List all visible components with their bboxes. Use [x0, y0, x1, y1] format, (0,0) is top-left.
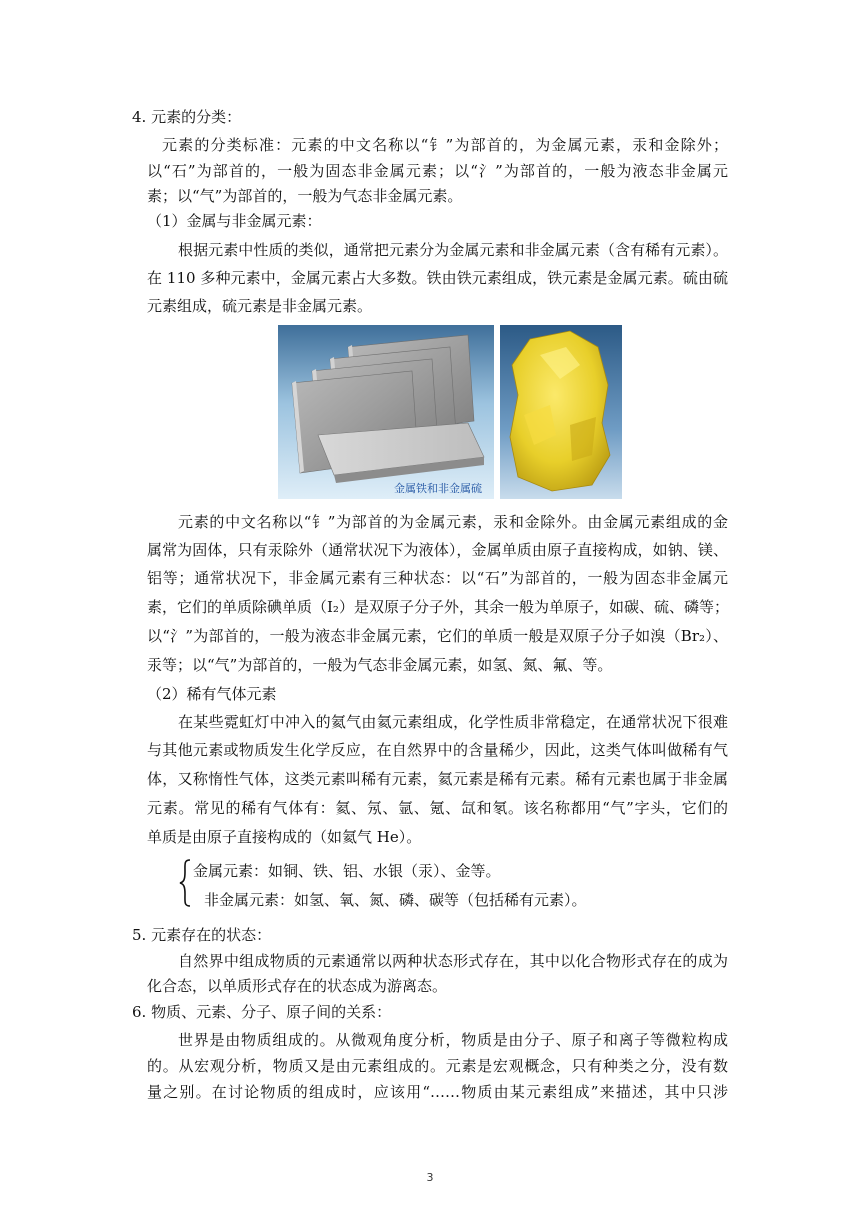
brace-item-metals: 金属元素：如铜、铁、铝、水银（汞）、金等。 — [193, 862, 501, 880]
s4-p4-line-3: 体，又称惰性气体，这类元素叫稀有元素，氦元素是稀有元素。稀有元素也属于非金属 — [147, 770, 728, 788]
s4-p2-line-2: 在 110 多种元素中，金属元素占大多数。铁由铁元素组成，铁元素是金属元素。硫由硫 — [147, 269, 728, 287]
curly-brace-icon — [178, 858, 192, 908]
s5-p1-line-2: 化合态，以单质形式存在的状态成为游离态。 — [147, 977, 448, 995]
brace-item-nonmetals: 非金属元素：如氢、氧、氮、磷、碳等（包括稀有元素）。 — [204, 891, 587, 909]
s4-p3-line-6: 汞等；以“气”为部首的，一般为气态非金属元素，如氢、氮、氟、等。 — [147, 656, 613, 674]
s4-p1-line-2: 以“石”为部首的，一般为固态非金属元素；以“氵”为部首的，一般为液态非金属元 — [147, 162, 728, 180]
section-6-title: 6. 物质、元素、分子、原子间的关系： — [132, 1003, 392, 1021]
s6-p1-line-2: 的。从宏观分析，物质又是由元素组成的。元素是宏观概念，只有种类之分，没有数 — [147, 1057, 728, 1075]
page-number: 3 — [426, 1171, 434, 1184]
s6-p1-line-1: 世界是由物质组成的。从微观角度分析，物质是由分子、原子和离子等微粒构成 — [178, 1031, 728, 1049]
sulfur-lump-image — [500, 325, 622, 499]
s4-p3-line-1: 元素的中文名称以“钅”为部首的为金属元素，汞和金除外。由金属元素组成的金 — [178, 513, 728, 531]
s4-p3-line-4: 素，它们的单质除碘单质（I₂）是双原子分子外，其余一般为单原子，如碳、硫、磷等； — [147, 598, 729, 616]
s4-p1-line-1: 元素的分类标准：元素的中文名称以“钅”为部首的，为金属元素，汞和金除外； — [162, 136, 728, 154]
s4-p3-line-3: 铝等；通常状况下，非金属元素有三种状态：以“石”为部首的，一般为固态非金属元 — [147, 569, 728, 587]
s4-p4-line-1: 在某些霓虹灯中冲入的氦气由氦元素组成，化学性质非常稳定，在通常状况下很难 — [178, 713, 728, 731]
s4-p1-line-3: 素；以“气”为部首的，一般为气态非金属元素。 — [147, 187, 463, 205]
iron-plates-image — [278, 325, 494, 499]
subsection-2-title: （2）稀有气体元素 — [147, 685, 277, 703]
s4-p2-line-1: 根据元素中性质的类似，通常把元素分为金属元素和非金属元素（含有稀有元素）。 — [178, 241, 728, 259]
s4-p4-line-5: 单质是由原子直接构成的（如氦气 He）。 — [147, 828, 422, 846]
s4-p3-line-5: 以“氵”为部首的，一般为液态非金属元素，它们的单质一般是双原子分子如溴（Br₂）、 — [147, 627, 728, 645]
s4-p3-line-2: 属常为固体，只有汞除外（通常状况下为液体），金属单质由原子直接构成，如钠、镁、 — [147, 541, 728, 559]
section-4-title: 4. 元素的分类： — [132, 108, 242, 126]
iron-sulfur-figure — [278, 325, 622, 499]
s4-p2-line-3: 元素组成，硫元素是非金属元素。 — [147, 297, 373, 315]
figure-caption: 金属铁和非金属硫 — [394, 482, 482, 495]
s5-p1-line-1: 自然界中组成物质的元素通常以两种状态形式存在，其中以化合物形式存在的成为 — [178, 952, 728, 970]
subsection-1-title: （1）金属与非金属元素： — [147, 212, 322, 230]
s6-p1-line-3: 量之别。在讨论物质的组成时，应该用“……物质由某元素组成”来描述，其中只涉 — [147, 1083, 728, 1101]
section-5-title: 5. 元素存在的状态： — [132, 926, 272, 944]
s4-p4-line-4: 元素。常见的稀有气体有：氦、氖、氩、氪、氙和氡。该名称都用“气”字头，它们的 — [147, 799, 728, 817]
s4-p4-line-2: 与其他元素或物质发生化学反应，在自然界中的含量稀少，因此，这类气体叫做稀有气 — [147, 741, 728, 759]
